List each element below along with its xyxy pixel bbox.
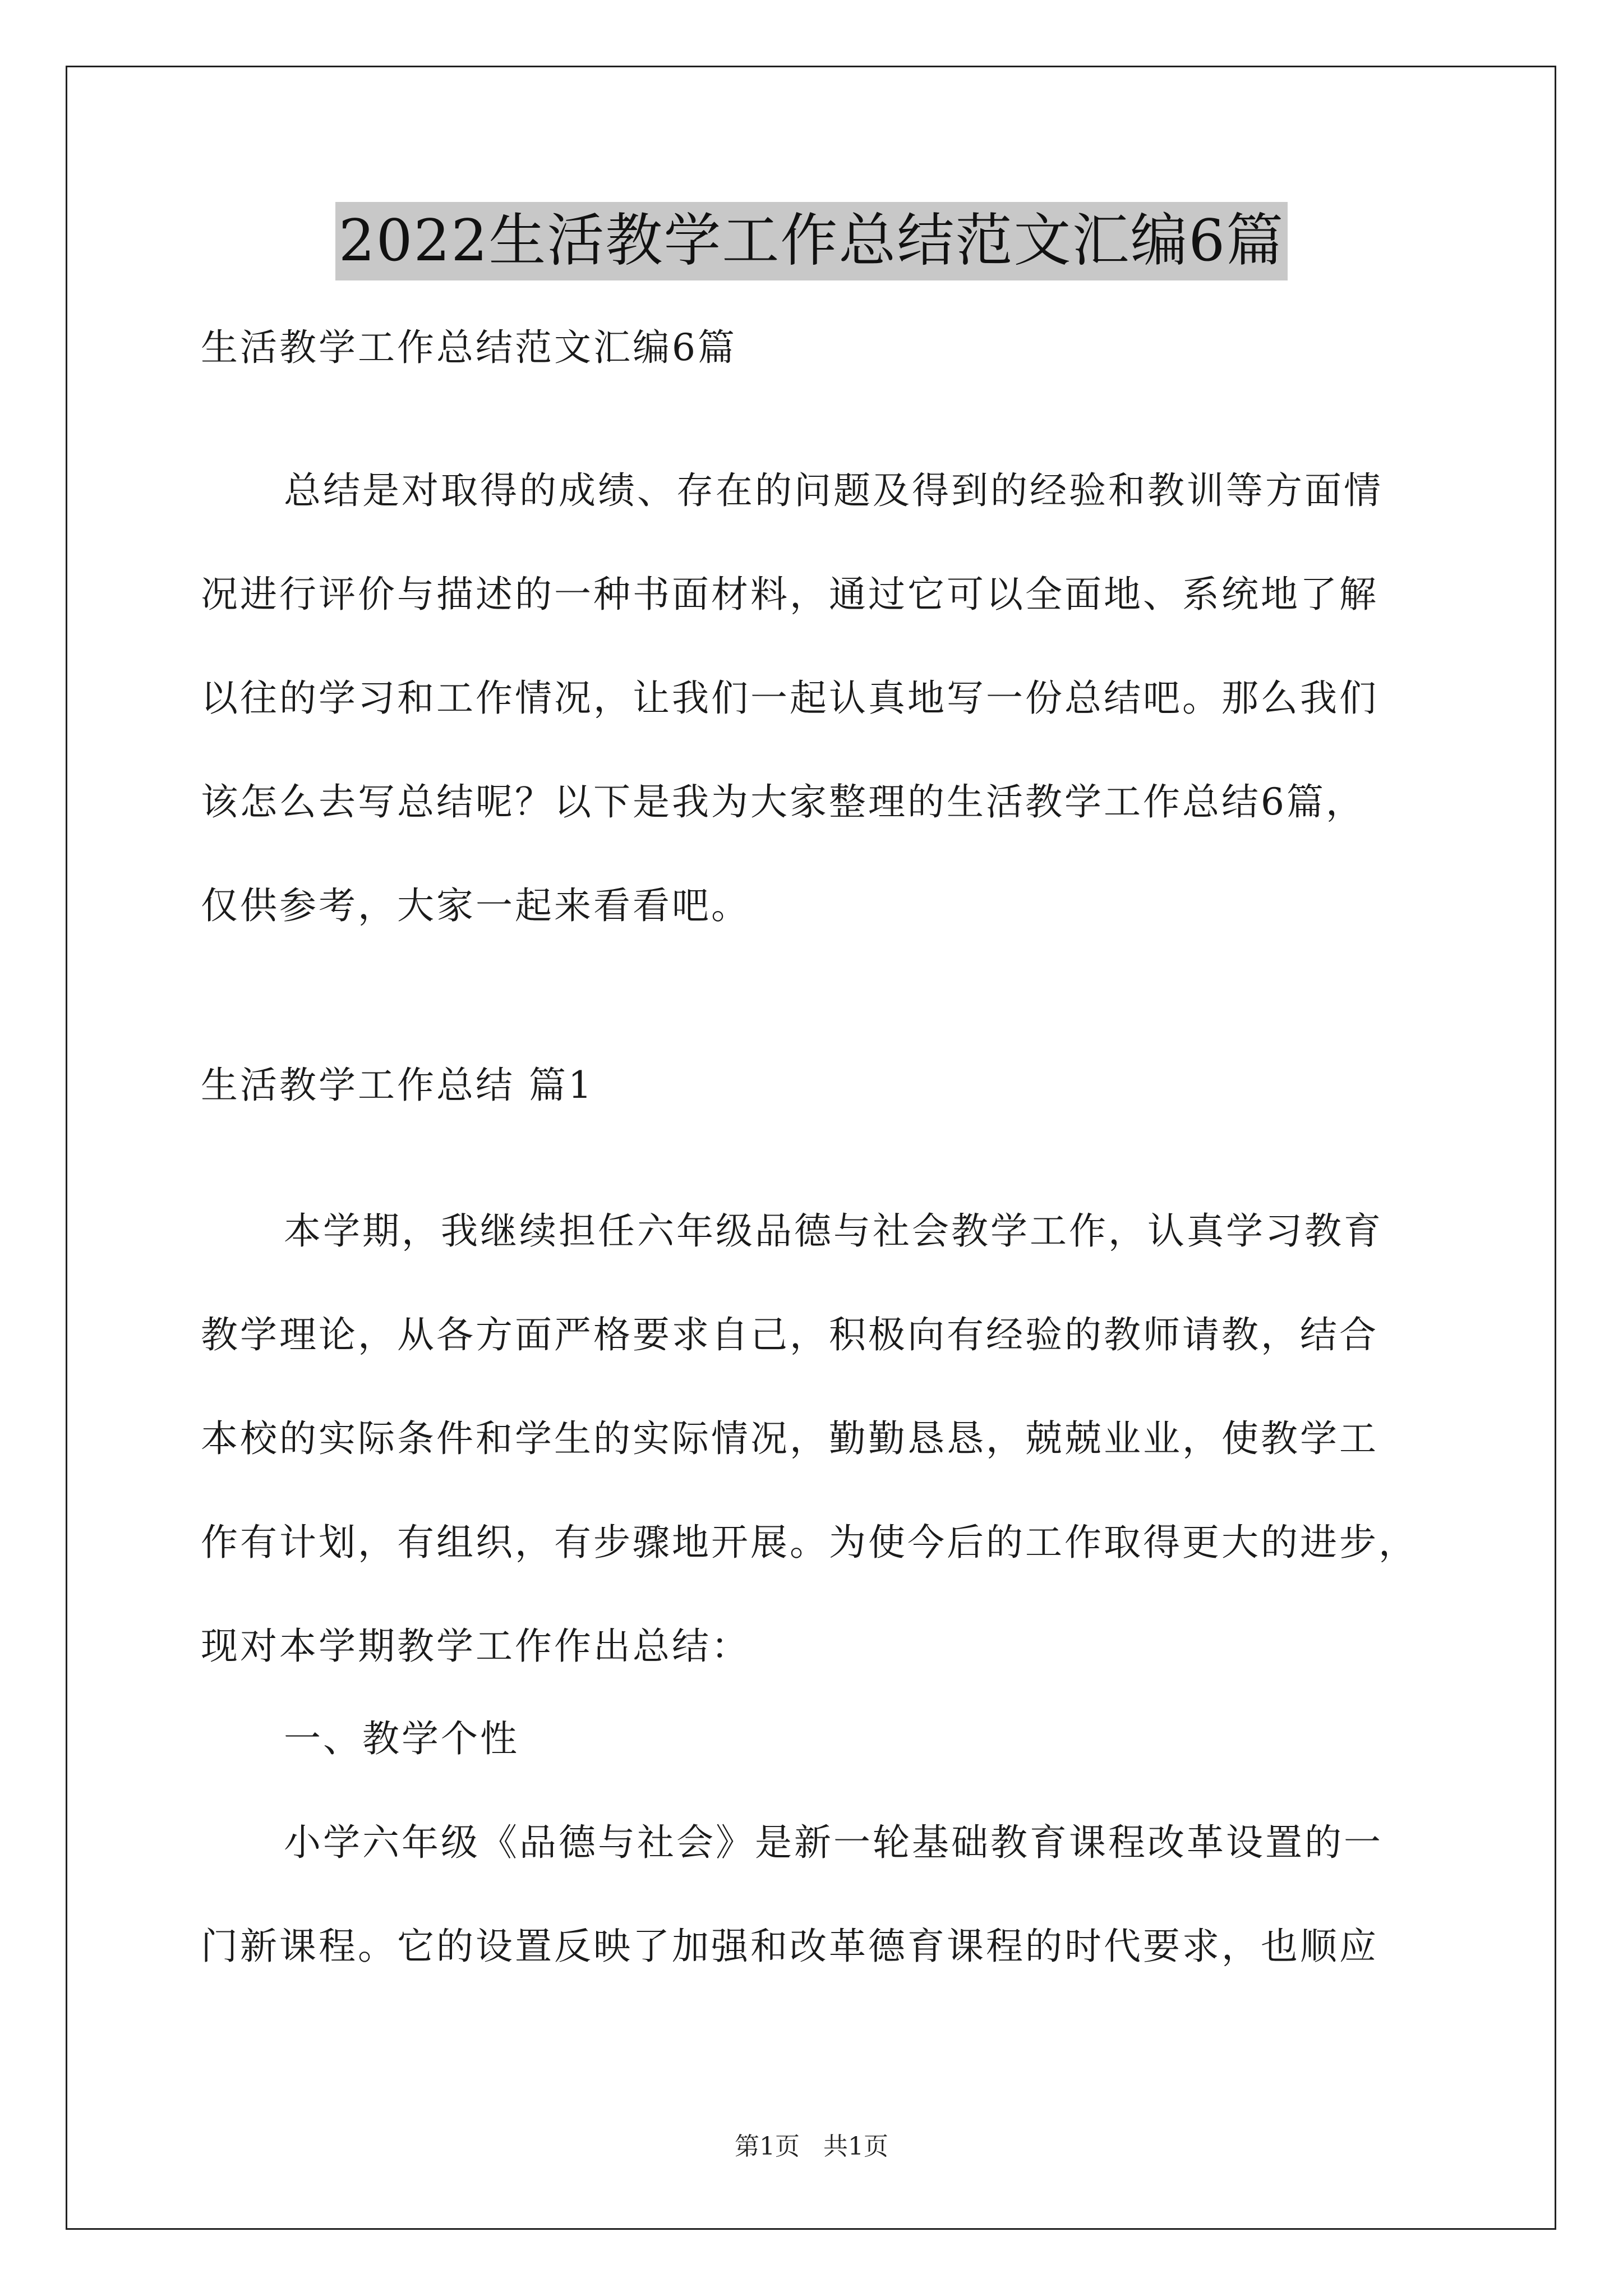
section-heading: [201, 1055, 1435, 1158]
intro-line: 总结是对取得的成绩、存在的问题及得到的经验和教训等方面情: [284, 469, 1383, 512]
title-container: [0, 202, 1623, 280]
section-heading-text: 生活教学工作总结 篇1: [201, 1064, 594, 1107]
intro-paragraph: [201, 460, 1435, 979]
section-line: 本学期，我继续担任六年级品德与社会教学工作，认真学习教育: [284, 1209, 1383, 1253]
sub-heading: [201, 1708, 1435, 1812]
subtitle-text: 生活教学工作总结范文汇编6篇: [201, 326, 737, 369]
intro-line: 以往的学习和工作情况，让我们一起认真地写一份总结吧。那么我们: [201, 677, 1378, 720]
document-subtitle: [201, 317, 1435, 421]
section-line: 作有计划，有组织，有步骤地开展。为使今后的工作取得更大的进步，: [201, 1521, 1418, 1564]
page-footer: 第1页 共1页: [735, 2132, 888, 2161]
sub-heading-text: 一、教学个性: [284, 1717, 519, 1760]
section-line: 本校的实际条件和学生的实际情况，勤勤恳恳，兢兢业业，使教学工: [201, 1417, 1378, 1460]
section-paragraph: [201, 1200, 1435, 1719]
section-line: 教学理论，从各方面严格要求自己，积极向有经验的教师请教，结合: [201, 1313, 1378, 1356]
document-title: 2022生活教学工作总结范文汇编6篇: [335, 202, 1288, 280]
intro-line: 仅供参考，大家一起来看看吧。: [201, 884, 750, 927]
last-paragraph: [201, 1812, 1435, 2019]
intro-line: 况进行评价与描述的一种书面材料，通过它可以全面地、系统地了解: [201, 573, 1378, 616]
last-line: 小学六年级《品德与社会》是新一轮基础教育课程改革设置的一: [284, 1821, 1383, 1864]
last-line: 门新课程。它的设置反映了加强和改革德育课程的时代要求，也顺应: [201, 1925, 1378, 1968]
section-line: 现对本学期教学工作作出总结：: [201, 1625, 750, 1668]
intro-line: 该怎么去写总结呢？以下是我为大家整理的生活教学工作总结6篇，: [201, 780, 1365, 823]
